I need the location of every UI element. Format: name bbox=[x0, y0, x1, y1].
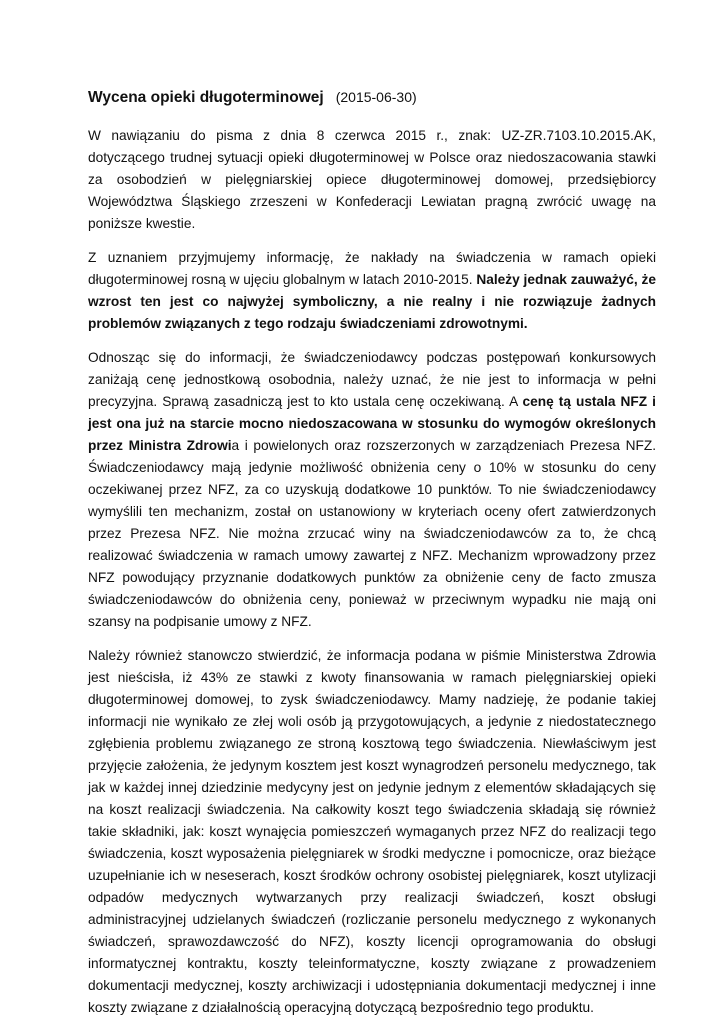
document-date: (2015-06-30) bbox=[335, 89, 417, 105]
paragraph-2-text: Z uznaniem przyjmujemy informację, że nakłady na świadczenia w ramach opieki długoterminowej rosną w ujęciu globalnym w latach 2010-2015. bbox=[88, 250, 656, 287]
paragraph-2 bbox=[88, 247, 656, 335]
document-page bbox=[88, 86, 656, 1031]
paragraph-2-bold: Należy jednak zauważyć, że wzrost ten jest co najwyżej symboliczny, a nie realny i nie rozwiązuje żadnych problemów związanych z tego rodzaju świadczeniami zdrowotnymi. bbox=[88, 272, 656, 331]
title-row bbox=[88, 86, 656, 109]
paragraph-3-bold: cenę tą ustala NFZ i jest ona już na starcie mocno niedoszacowana w stosunku do wymogów określonych przez Ministra Zdrowi bbox=[88, 394, 656, 453]
paragraph-3-text-c: a i powielonych oraz rozszerzonych w zarządzeniach Prezesa NFZ. Świadczeniodawcy mają jedynie możliwość obniżenia ceny o 10% w stosunku do ceny oczekiwanej przez NFZ, za co uzyskują dodatkowe 10 punktów. To nie świadczeniodawcy wymyślili ten mechanizm, został on ustanowiony w kryteriach oceny ofert zatwierdzonych przez Prezesa NFZ. Nie można zrzucać winy na świadczeniodawców za to, że chcą realizować świadczenia w ramach umowy zawartej z NFZ. Mechanizm wprowadzony przez NFZ powodujący przyznanie dodatkowych punktów za obniżenie ceny de facto zmusza świadczeniodawców do obniżenia ceny, ponieważ w przeciwnym wypadku nie mają oni szansy na podpisanie umowy z NFZ. bbox=[88, 438, 656, 629]
document-title: Wycena opieki długoterminowej bbox=[88, 89, 324, 106]
paragraph-1: W nawiązaniu do pisma z dnia 8 czerwca 2015 r., znak: UZ-ZR.7103.10.2015.AK, dotyczącego trudnej sytuacji opieki długoterminowej w Polsce oraz niedoszacowania stawki za osobodzień w pielęgniarskiej opiece długoterminowej domowej, przedsiębiorcy Województwa Śląskiego zrzeszeni w Konfederacji Lewiatan pragną zwrócić uwagę na poniższe kwestie. bbox=[88, 128, 656, 231]
paragraph-3 bbox=[88, 347, 656, 633]
paragraph-3-text-a: Odnosząc się do informacji, że świadczeniodawcy podczas postępowań konkursowych zaniżają cenę jednostkową osobodnia, należy uznać, że nie jest to informacja w pełni precyzyjna. Sprawą zasadniczą jest to kto ustala cenę oczekiwaną. A bbox=[88, 350, 656, 409]
paragraph-4: Należy również stanowczo stwierdzić, że informacja podana w piśmie Ministerstwa Zdrowia jest nieścisła, iż 43% ze stawki z kwoty finansowania w ramach pielęgniarskiej opieki długoterminowej domowej, to zysk świadczeniodawcy. Mamy nadzieję, że podanie takiej informacji nie wynikało ze złej woli osób ją przygotowujących, a jedynie z niedostatecznego zgłębienia problemu związanego ze stroną kosztową tego świadczenia. Niewłaściwym jest przyjęcie założenia, że jedynym kosztem jest koszt wynagrodzeń personelu medycznego, tak jak w każdej innej dziedzinie medycyny jest on jedynie jednym z elementów składających się na koszt realizacji świadczenia. Na całkowity koszt tego świadczenia składają się również takie składniki, jak: koszt wynajęcia pomieszczeń wymaganych przez NFZ do realizacji tego świadczenia, koszt wyposażenia pielęgniarek w środki medyczne i pomocnicze, oraz bieżące uzupełnianie ich w neseserach, koszt środków ochrony osobistej pielęgniarek, koszt utylizacji odpadów medycznych wytwarzanych przy realizacji świadczeń, koszt obsługi administracyjnej udzielanych świadczeń (rozliczanie personelu medycznego z wykonanych świadczeń, sprawozdawczość do NFZ), koszty licencji oprogramowania do obsługi informatycznej kontraktu, koszty teleinformatyczne, koszty związane z prowadzeniem dokumentacji medycznej, koszty archiwizacji i udostępniania dokumentacji medycznej i inne koszty związane z działalnością operacyjną dotyczącą bezpośrednio tego produktu. bbox=[88, 648, 656, 1015]
